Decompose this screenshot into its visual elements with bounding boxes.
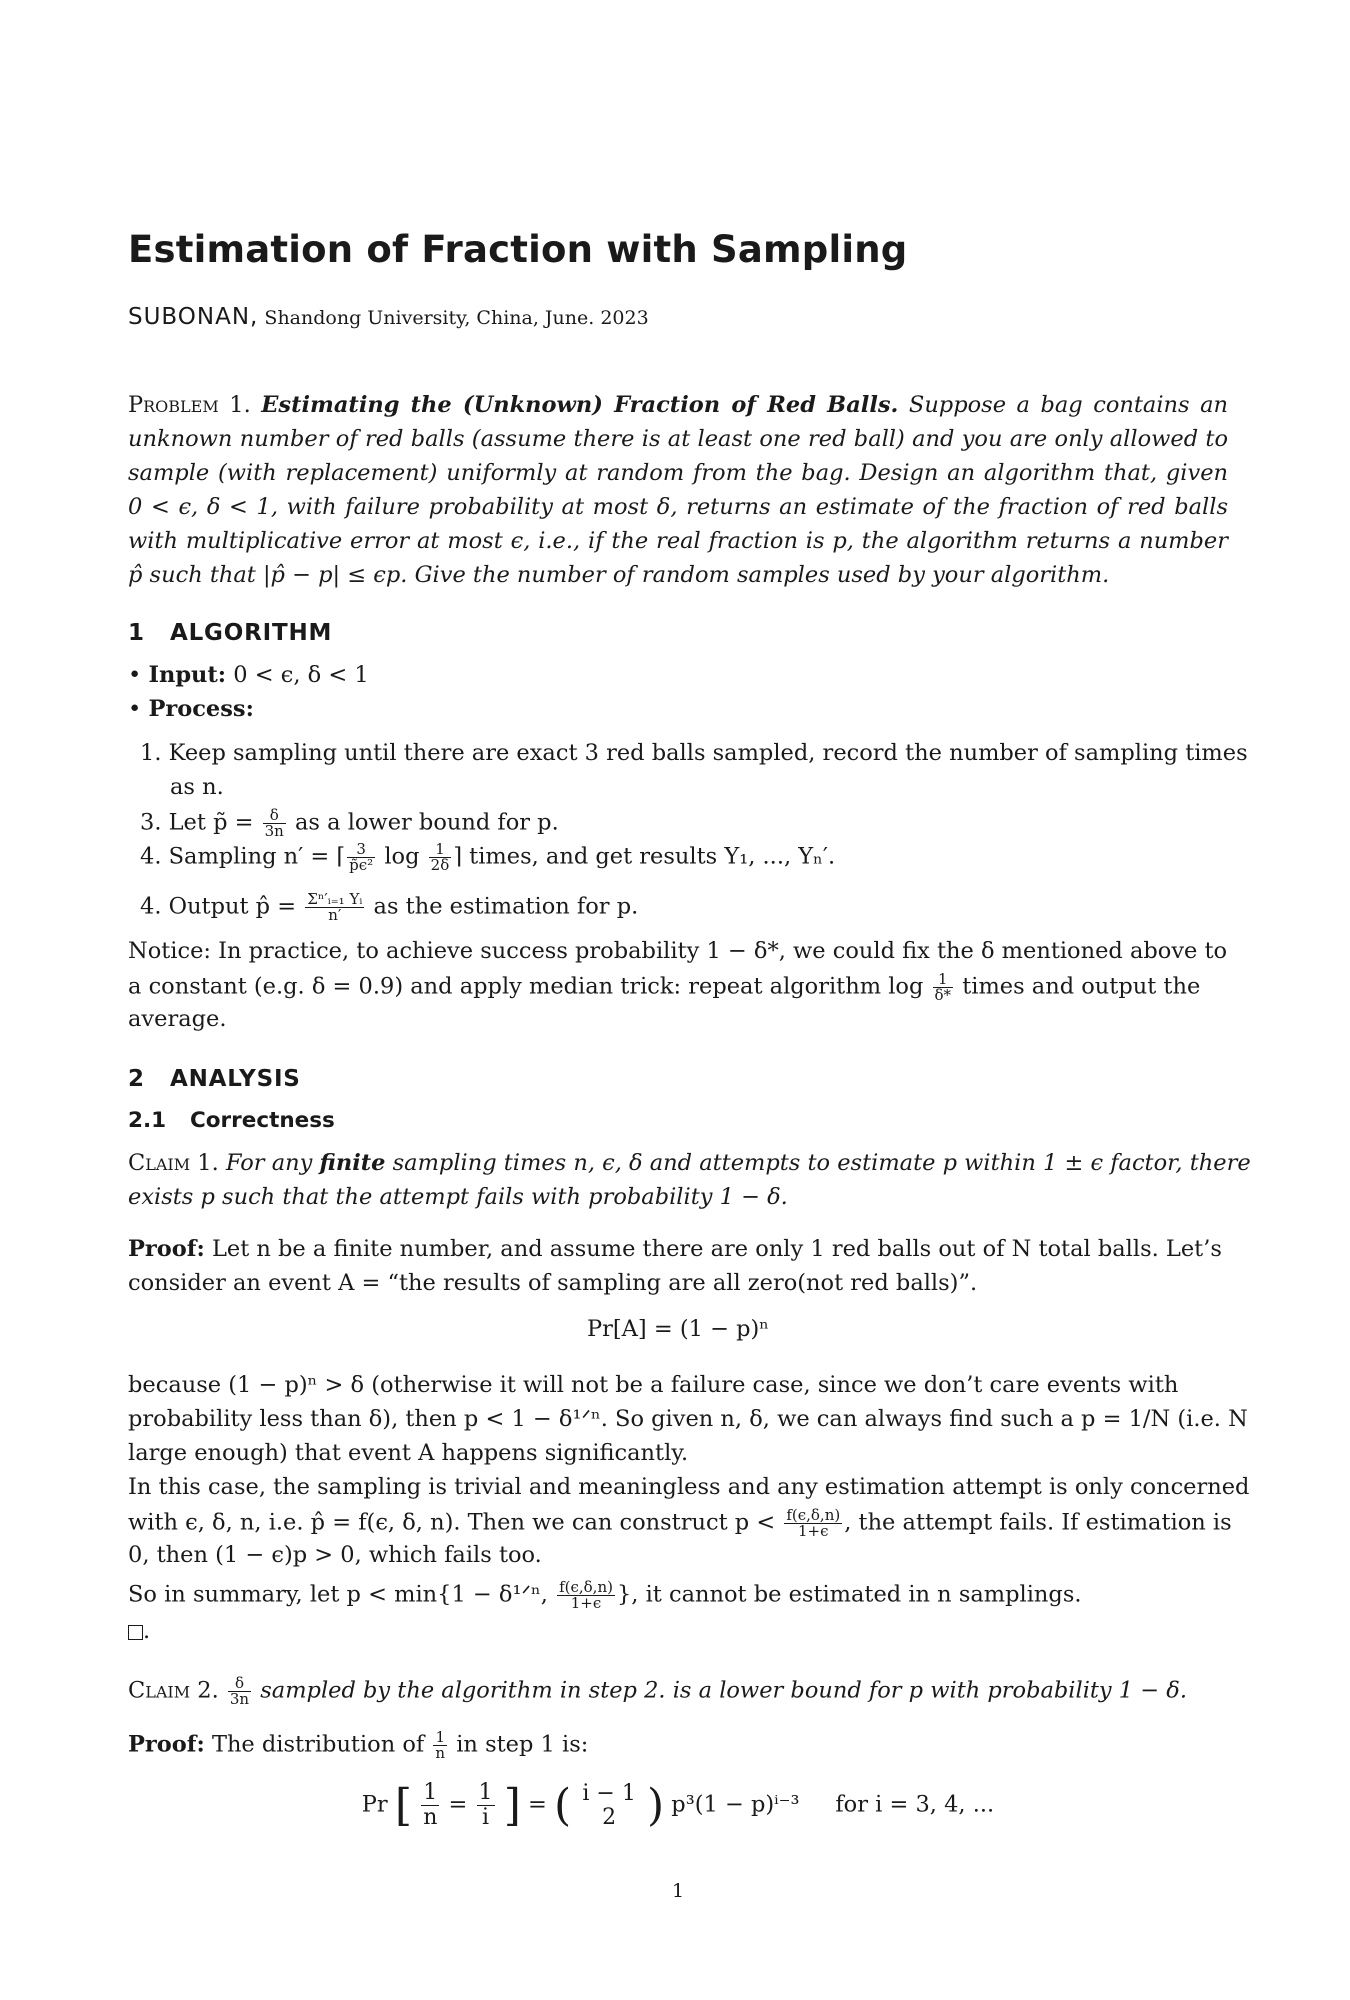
notice-line-1: Notice: In practice, to achieve success probability 1 − δ*, we could fix the δ mentioned above to [128, 938, 1228, 964]
fraction-1-over-2delta [429, 842, 452, 873]
author-affiliation: Shandong University, China, June. 2023 [264, 307, 649, 329]
proof-1-text: Let n be a finite number, and assume there are only 1 red balls out of N total balls. Let’s [211, 1236, 1222, 1262]
frac-num: δ [228, 1676, 251, 1692]
step-5-post: as the estimation for p. [373, 893, 639, 920]
input-value: 0 < ϵ, δ < 1 [233, 662, 369, 688]
left-paren: ( [554, 1780, 572, 1831]
claim-1-post: sampling times n, ϵ, δ and attempts to estimate p within 1 ± ϵ factor, there [392, 1150, 1251, 1176]
step-1: 1. Keep sampling until there are exact 3 red balls sampled, record the number of sampling times [140, 740, 1248, 766]
fraction-1-over-i-eq [477, 1781, 495, 1830]
frac-den: i [482, 1805, 490, 1830]
fraction-delta-3n-claim [228, 1676, 251, 1707]
proof-3-pre: with ϵ, δ, n, i.e. p̂ = f(ϵ, δ, n). Then we can construct p < [128, 1509, 776, 1536]
frac-num: 1 [478, 1780, 493, 1805]
input-line: • Input: 0 < ϵ, δ < 1 [128, 662, 369, 688]
notice-line-2 [128, 972, 1200, 1003]
proof-2-line-2: probability less than δ), then p < 1 − δ¹ᐟⁿ. So given n, δ, we can always find such a p = 1/N (i.e. N [128, 1406, 1248, 1432]
qed-dot: . [143, 1618, 151, 1644]
frac-num: f(ϵ,δ,n) [786, 1506, 841, 1524]
claim-2-line [128, 1676, 1187, 1707]
proof-2-post: in step 1 is: [456, 1731, 589, 1758]
fraction-1-over-deltastar [933, 972, 954, 1003]
frac-num: 3 [347, 842, 375, 858]
author-name: SUBONAN, [128, 304, 259, 330]
log-text: log [384, 843, 420, 870]
fraction-1-over-n-eq [421, 1781, 439, 1830]
author-line [128, 304, 649, 330]
fraction-delta-3n [263, 808, 286, 839]
proof-label: Proof: [128, 1236, 205, 1262]
frac-den: 3n [264, 822, 284, 840]
page-number: 1 [671, 1880, 685, 1902]
proof-3-line-3: 0, then (1 − ϵ)p > 0, which fails too. [128, 1542, 542, 1568]
frac-den: n′ [328, 906, 342, 924]
notice-2-pre: a constant (e.g. δ = 0.9) and apply median trick: repeat algorithm log [128, 973, 924, 1000]
frac-den: n [435, 1744, 446, 1762]
eq-sign: = [528, 1791, 547, 1818]
proof-3-post: , the attempt fails. If estimation is [844, 1509, 1232, 1536]
equation-distribution [128, 1780, 1228, 1831]
subsection-number: 2.1 [128, 1108, 167, 1133]
frac-den: δ* [934, 986, 952, 1004]
subsection-heading-correctness [128, 1108, 335, 1133]
claim-1-label: Claim 1. [128, 1150, 219, 1176]
step-5-pre: 4. Output p̂ = [140, 893, 297, 920]
problem-label: Problem 1. [128, 392, 251, 418]
right-paren: ) [646, 1780, 665, 1831]
eq-tail: p³(1 − p)ⁱ⁻³ [671, 1791, 800, 1818]
fraction-f-over-1-plus-eps [784, 1508, 842, 1539]
eq-pr: Pr [361, 1791, 388, 1818]
step-1-cont: as n. [170, 774, 224, 800]
notice-line-3: average. [128, 1006, 227, 1032]
proof-label: Proof: [128, 1731, 205, 1758]
summary-post: }, it cannot be estimated in n samplings. [616, 1581, 1082, 1608]
proof-2-line-3: large enough) that event A happens significantly. [128, 1440, 689, 1466]
frac-num: Σⁿ′ᵢ₌₁ Yᵢ [307, 890, 363, 908]
section-heading-analysis [128, 1066, 301, 1092]
fraction-sum-over-n [305, 892, 364, 923]
proof-2-intro [128, 1730, 588, 1761]
claim-1-line-1 [128, 1150, 1251, 1176]
section-number: 2 [128, 1066, 145, 1092]
frac-num: 1 [421, 1781, 439, 1806]
subsection-title: Correctness [190, 1108, 335, 1133]
claim-2-label: Claim 2. [128, 1677, 219, 1704]
frac-num: δ [263, 808, 286, 824]
eq-sign: = [448, 1791, 468, 1818]
summary-pre: So in summary, let p < min{1 − δ¹ᐟⁿ, [128, 1581, 548, 1608]
binom-bottom: 2 [602, 1804, 617, 1830]
frac-den: n [423, 1805, 438, 1830]
binom-top: i − 1 [582, 1780, 636, 1806]
frac-den: 3n [229, 1690, 250, 1708]
right-bracket: ] [503, 1780, 521, 1831]
frac-num: 1 [933, 972, 954, 988]
process-label: Process: [148, 696, 254, 722]
binomial [580, 1782, 637, 1830]
proof-2-pre: The distribution of [211, 1731, 425, 1758]
process-line: • Process: [128, 696, 254, 722]
frac-den: 1+ϵ [798, 1522, 829, 1540]
step-5 [140, 892, 638, 923]
problem-statement [128, 388, 1228, 592]
frac-num: 1 [429, 842, 452, 858]
section-heading-algorithm [128, 620, 332, 646]
proof-summary-line [128, 1580, 1082, 1611]
input-label: Input: [148, 662, 227, 688]
equation-pr-a: Pr[A] = (1 − p)ⁿ [586, 1316, 770, 1342]
fraction-1-over-n [433, 1730, 447, 1761]
section-title: ANALYSIS [170, 1066, 301, 1092]
claim-1-pre: For any [225, 1150, 313, 1176]
proof-3-line-2 [128, 1508, 1232, 1539]
notice-2-post: times and output the [962, 973, 1201, 1000]
step-4-post: ⌉ times, and get results Y₁, ..., Yₙ′. [453, 843, 836, 870]
frac-den: p̃ϵ² [349, 856, 374, 874]
frac-den: 2δ [430, 856, 450, 874]
qed-line [128, 1618, 150, 1644]
section-number: 1 [128, 620, 145, 646]
eq-condition: for i = 3, 4, ... [835, 1791, 995, 1818]
step-3 [140, 808, 559, 839]
frac-den: 1+ϵ [570, 1594, 602, 1612]
section-title: ALGORITHM [170, 620, 333, 646]
claim-1-bold: finite [319, 1150, 386, 1176]
paper-title: Estimation of Fraction with Sampling [128, 228, 908, 271]
claim-2-text: sampled by the algorithm in step 2. is a lower bound for p with probability 1 − δ. [260, 1677, 1187, 1704]
step-3-post: as a lower bound for p. [295, 809, 559, 836]
frac-num: 1 [433, 1730, 447, 1746]
problem-heading: Estimating the (Unknown) Fraction of Red Balls. [261, 392, 899, 418]
frac-num: f(ϵ,δ,n) [559, 1578, 613, 1596]
claim-1-line-2: exists p such that the attempt fails with probability 1 − δ. [128, 1184, 788, 1210]
fraction-f-over-1-plus-eps-2 [557, 1580, 615, 1611]
problem-text: Suppose a bag contains an unknown number of red balls (assume there is at least one red ball) and you are only allowed to sample (with replacement) uniformly at random from the bag. Design an algorithm that, given 0 < ϵ, δ < 1, with failure probability at most δ, returns an estimate of the fraction of red balls with multiplicative error at most ϵ, i.e., if the real fraction is p, the algorithm returns a number p̂ such that |p̂ − p| ≤ ϵp. Give the number of random samples used by your algorithm. [128, 392, 1228, 588]
proof-2-line-1: because (1 − p)ⁿ > δ (otherwise it will not be a failure case, since we don’t care events with [128, 1372, 1179, 1398]
proof-1-line-2: consider an event A = “the results of sampling are all zero(not red balls)”. [128, 1270, 978, 1296]
proof-3-line-1: In this case, the sampling is trivial and meaningless and any estimation attempt is only concerned [128, 1474, 1250, 1500]
left-bracket: [ [394, 1780, 413, 1831]
fraction-3-over-pe2 [347, 842, 375, 873]
qed-box-icon [128, 1625, 143, 1640]
step-4-pre: 4. Sampling n′ = ⌈ [140, 843, 346, 870]
proof-1-line-1 [128, 1236, 1222, 1262]
step-3-pre: 3. Let p̃ = [140, 809, 254, 836]
step-4 [140, 842, 835, 873]
